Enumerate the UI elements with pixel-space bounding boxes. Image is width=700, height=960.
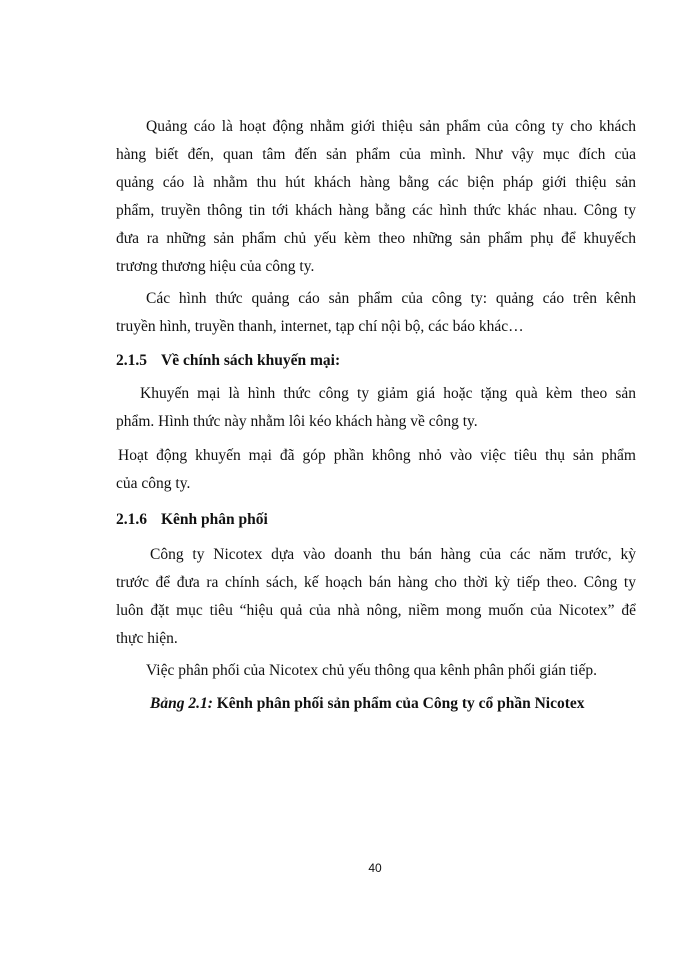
- paragraph-ad-forms-line-2: truyền hình, truyền thanh, internet, tạp chí nội bộ, các báo khác…: [116, 318, 524, 335]
- paragraph-advertising-line-1: Quảng cáo là hoạt động nhằm giới thiệu sản phẩm của công ty cho khách: [146, 118, 636, 135]
- paragraph-promotion-line-2: phẩm. Hình thức này nhằm lôi kéo khách hàng về công ty.: [116, 413, 478, 430]
- paragraph-advertising-line-2: hàng biết đến, quan tâm đến sản phẩm của mình. Như vậy mục đích của: [116, 146, 636, 163]
- section-title: Kênh phân phối: [161, 511, 268, 528]
- section-heading-2-1-5: [116, 351, 636, 371]
- section-title: Về chính sách khuyến mại:: [161, 352, 341, 369]
- paragraph-advertising-line-4: phẩm, truyền thông tin tới khách hàng bằng các hình thức khác nhau. Công ty: [116, 202, 636, 219]
- paragraph-promotion-effect-line-1: Hoạt động khuyến mại đã góp phần không nhỏ vào việc tiêu thụ sản phẩm: [118, 447, 636, 464]
- section-number: 2.1.6: [116, 511, 147, 528]
- paragraph-distribution-line-2: trước để đưa ra chính sách, kế hoạch bán hàng cho thời kỳ tiếp theo. Công ty: [116, 574, 636, 591]
- paragraph-distribution-line-3: luôn đặt mục tiêu “hiệu quả của nhà nông, niềm mong muốn của Nicotex” để: [116, 602, 636, 619]
- paragraph-promotion-line-1: Khuyến mại là hình thức công ty giảm giá hoặc tặng quà kèm theo sản: [140, 385, 636, 402]
- paragraph-promotion-effect-line-2: của công ty.: [116, 475, 191, 492]
- paragraph-advertising-line-5: đưa ra những sản phẩm chủ yếu kèm theo những sản phẩm phụ để khuyếch: [116, 230, 636, 247]
- paragraph-distribution-line-4: thực hiện.: [116, 630, 178, 647]
- paragraph-advertising-line-3: quảng cáo là nhằm thu hút khách hàng bằng các biện pháp giới thiệu sản: [116, 174, 636, 191]
- paragraph-ad-forms-line-1: Các hình thức quảng cáo sản phẩm của công ty: quảng cáo trên kênh: [146, 290, 636, 307]
- table-caption-label: Bảng 2.1:: [150, 695, 213, 712]
- section-heading-2-1-6: [116, 510, 636, 530]
- page-number: 40: [368, 861, 382, 875]
- table-caption-text: Kênh phân phối sản phẩm của Công ty cổ phần Nicotex: [216, 695, 585, 712]
- table-caption: [150, 694, 636, 714]
- paragraph-advertising-line-6: trương thương hiệu của công ty.: [116, 258, 315, 275]
- paragraph-distribution-line-1: Công ty Nicotex dựa vào doanh thu bán hàng của các năm trước, kỳ: [150, 546, 636, 563]
- paragraph-distribution-indirect: Việc phân phối của Nicotex chủ yếu thông qua kênh phân phối gián tiếp.: [146, 662, 598, 679]
- section-number: 2.1.5: [116, 352, 147, 369]
